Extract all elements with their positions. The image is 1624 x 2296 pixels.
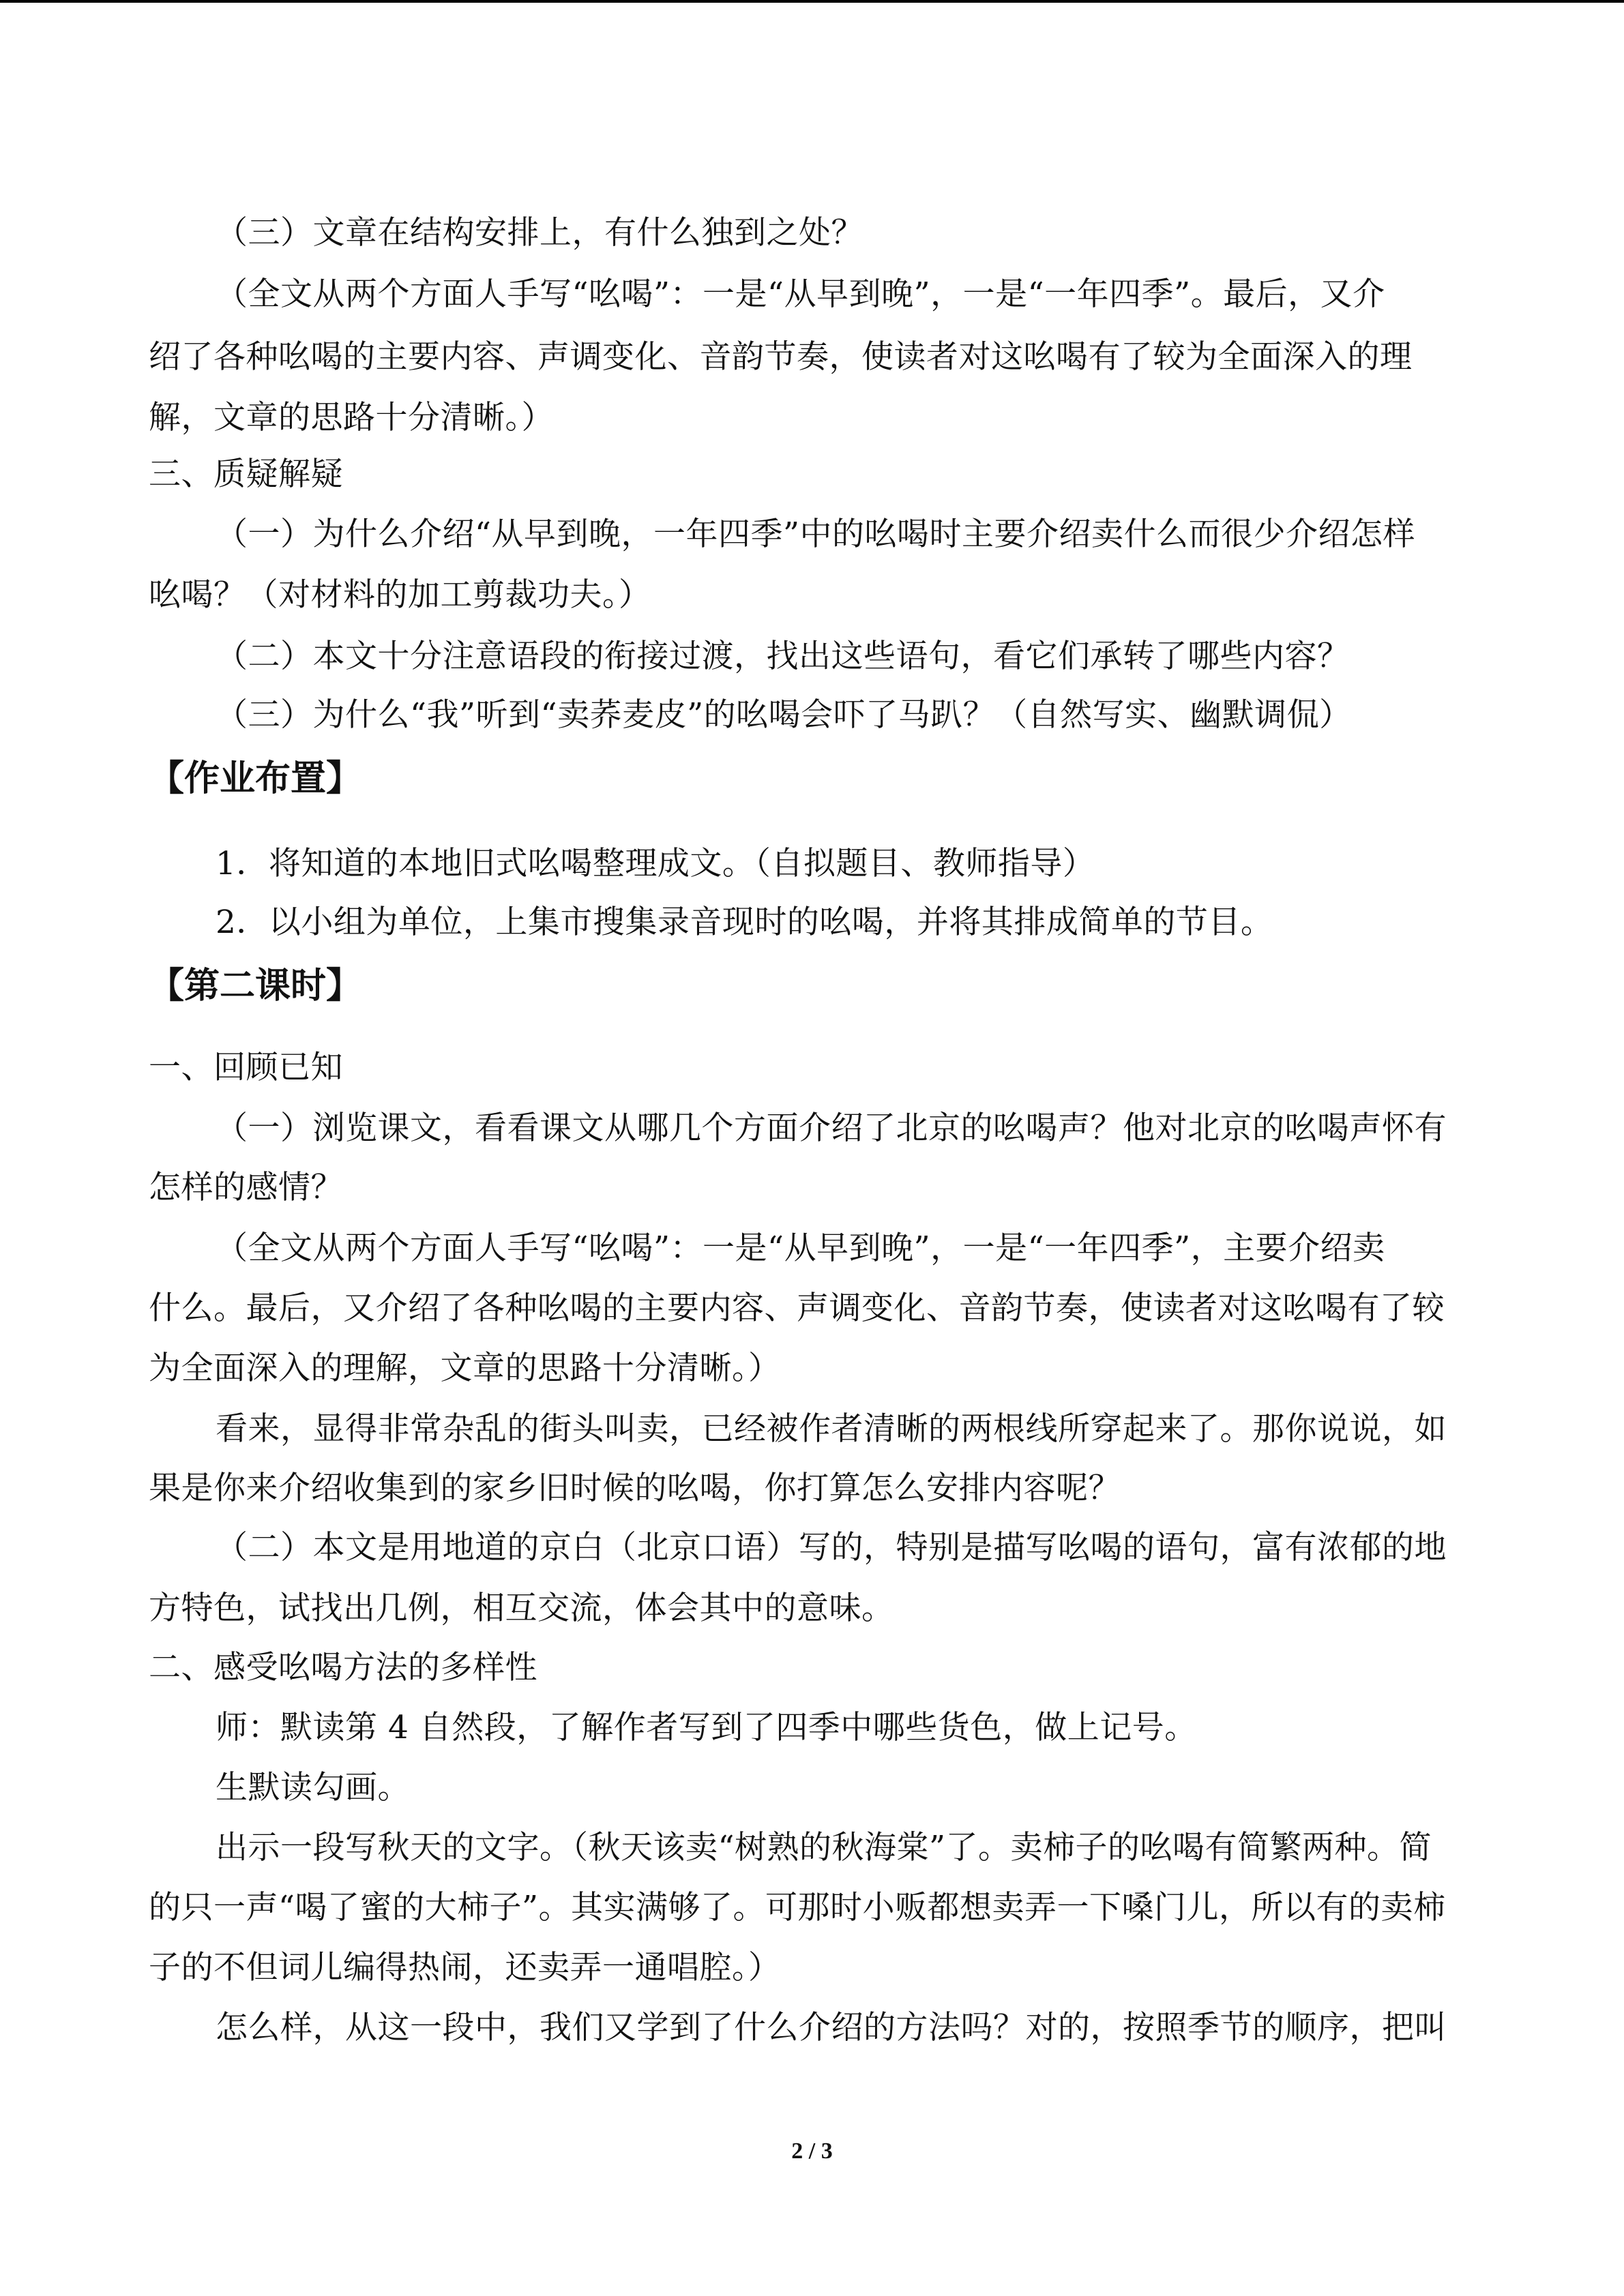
method-summary-line1: 怎么样，从这一段中，我们又学到了什么介绍的方法吗？对的，按照季节的顺序，把叫	[216, 2009, 1447, 2046]
answer-structure-line3: 解，文章的思路十分清晰。）	[149, 399, 554, 436]
question-structure: （三）文章在结构安排上，有什么独到之处？	[216, 214, 863, 252]
section-heading-review: 一、回顾已知	[149, 1049, 343, 1086]
question-3: （三）为什么“我”听到“卖荞麦皮”的吆喝会吓了马趴？（自然写实、幽默调侃）	[216, 696, 1352, 734]
review-question-1-line1: （一）浏览课文，看看课文从哪几个方面介绍了北京的吆喝声？他对北京的吆喝声怀有	[216, 1109, 1447, 1147]
review-answer-line3: 为全面深入的理解，文章的思路十分清晰。）	[149, 1350, 781, 1387]
question-1-line2: 吆喝？（对材料的加工剪裁功夫。）	[149, 576, 651, 614]
paragraph-street-cries-line1: 看来，显得非常杂乱的街头叫卖，已经被作者清晰的两根线所穿起来了。那你说说，如	[216, 1410, 1447, 1448]
autumn-passage-line3: 子的不但词儿编得热闹，还卖弄一通唱腔。）	[149, 1949, 781, 1986]
section-heading-question: 三、质疑解疑	[149, 456, 343, 493]
student-action: 生默读勾画。	[216, 1769, 410, 1806]
answer-structure-line1: （全文从两个方面人手写“吆喝”：一是“从早到晚”，一是“一年四季”。最后，又介	[216, 275, 1385, 313]
autumn-passage-line2: 的只一声“喝了蜜的大柿子”。其实满够了。可那时小贩都想卖弄一下嗓门儿，所以有的卖柿	[149, 1889, 1446, 1926]
page-number: 2 / 3	[791, 2138, 833, 2164]
review-question-2-line2: 方特色，试找出几例，相互交流，体会其中的意味。	[149, 1590, 894, 1627]
section-heading-methods: 二、感受吆喝方法的多样性	[149, 1649, 537, 1686]
heading-homework: 【作业布置】	[149, 758, 362, 799]
answer-structure-line2: 绍了各种吆喝的主要内容、声调变化、音韵节奏，使读者对这吆喝有了较为全面深入的理	[149, 338, 1413, 376]
review-question-1-line2: 怎样的感情？	[149, 1169, 343, 1206]
teacher-instruction: 师：默读第 4 自然段，了解作者写到了四季中哪些货色，做上记号。	[216, 1709, 1197, 1746]
question-2: （二）本文十分注意语段的衔接过渡，找出这些语句，看它们承转了哪些内容？	[216, 638, 1350, 675]
review-question-2-line1: （二）本文是用地道的京白（北京口语）写的，特别是描写吆喝的语句，富有浓郁的地	[216, 1529, 1447, 1566]
review-answer-line2: 什么。最后，又介绍了各种吆喝的主要内容、声调变化、音韵节奏，使读者对这吆喝有了较	[149, 1289, 1445, 1327]
homework-item-1: 1．将知道的本地旧式吆喝整理成文。（自拟题目、教师指导）	[216, 845, 1095, 882]
autumn-passage-line1: 出示一段写秋天的文字。（秋天该卖“树熟的秋海棠”了。卖柿子的吆喝有简繁两种。简	[216, 1829, 1432, 1866]
homework-item-2: 2．以小组为单位，上集市搜集录音现时的吆喝，并将其排成简单的节目。	[216, 904, 1273, 941]
review-answer-line1: （全文从两个方面人手写“吆喝”：一是“从早到晚”，一是“一年四季”，主要介绍卖	[216, 1229, 1385, 1267]
heading-second-lesson: 【第二课时】	[149, 966, 362, 1007]
paragraph-street-cries-line2: 果是你来介绍收集到的家乡旧时候的吆喝，你打算怎么安排内容呢？	[149, 1470, 1121, 1507]
top-border-line	[0, 0, 1624, 3]
question-1-line1: （一）为什么介绍“从早到晚，一年四季”中的吆喝时主要介绍卖什么而很少介绍怎样	[216, 516, 1416, 553]
